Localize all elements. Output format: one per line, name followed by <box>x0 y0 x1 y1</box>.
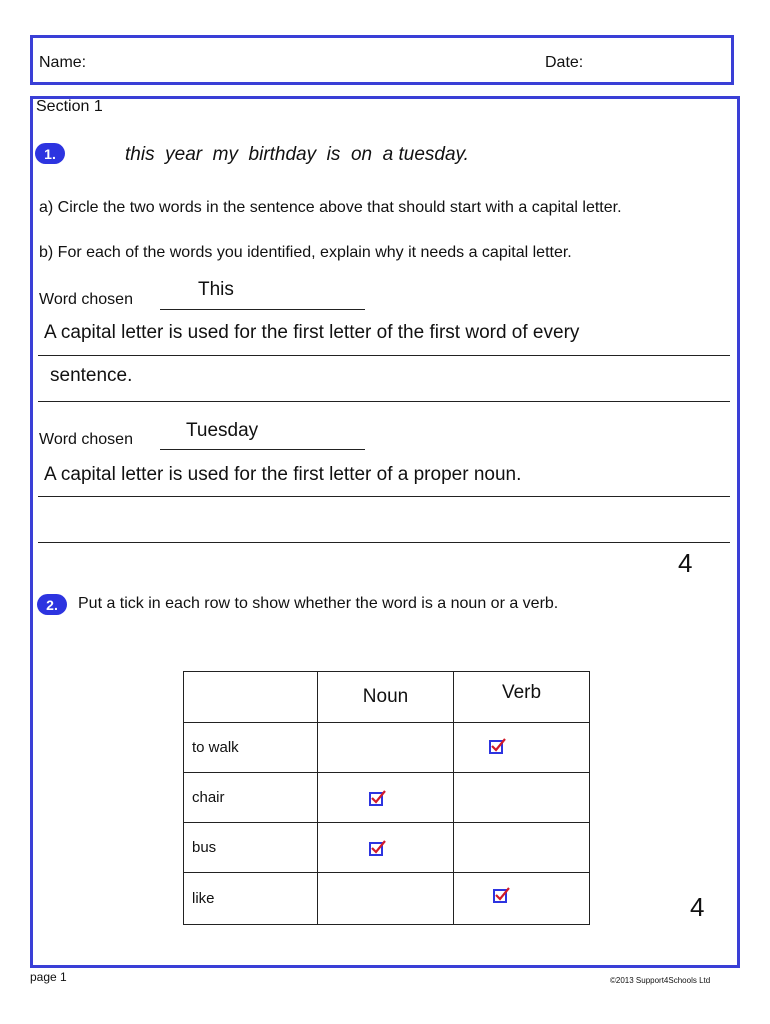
name-label: Name: <box>39 54 87 71</box>
question-2-instruction: Put a tick in each row to show whether the word is a noun or a verb. <box>78 595 559 612</box>
section-title: Section 1 <box>36 98 103 115</box>
answer-line <box>38 542 730 543</box>
row-word: bus <box>184 823 318 873</box>
noun-cell[interactable] <box>318 823 454 873</box>
word-chosen-line-2 <box>160 449 365 450</box>
word-chosen-line-1 <box>160 309 365 310</box>
verb-cell[interactable] <box>454 873 590 925</box>
answer-word-1: This <box>198 279 234 300</box>
table-row <box>184 873 590 925</box>
explanation-1-line-1: A capital letter is used for the first letter of the first word of every <box>44 322 580 343</box>
question-1-sentence: this year my birthday is on a tuesday. <box>125 144 469 165</box>
row-word: chair <box>184 773 318 823</box>
date-label: Date: <box>545 54 584 71</box>
checkbox-tick-icon <box>368 839 388 857</box>
noun-cell[interactable] <box>318 873 454 925</box>
table-row <box>184 773 590 823</box>
question-1-part-b: b) For each of the words you identified, explain why it needs a capital letter. <box>39 244 572 261</box>
table-header-verb: Verb <box>454 672 590 723</box>
noun-verb-table <box>183 671 590 925</box>
answer-word-2: Tuesday <box>186 420 259 441</box>
page-number: page 1 <box>30 970 67 984</box>
question-2-badge: 2. <box>37 594 67 615</box>
header-box <box>30 35 734 85</box>
table-header-word <box>184 672 318 723</box>
checkbox-tick-icon <box>368 789 388 807</box>
row-word: like <box>184 873 318 925</box>
table-header-row <box>184 672 590 723</box>
row-word: to walk <box>184 723 318 773</box>
question-1-badge: 1. <box>35 143 65 164</box>
question-1-score: 4 <box>678 548 693 578</box>
table-row <box>184 723 590 773</box>
table-header-noun: Noun <box>318 672 454 723</box>
verb-cell[interactable] <box>454 723 590 773</box>
copyright: ©2013 Support4Schools Ltd <box>610 976 711 985</box>
explanation-2-line-1: A capital letter is used for the first letter of a proper noun. <box>44 464 522 485</box>
question-1-part-a: a) Circle the two words in the sentence above that should start with a capital letter. <box>39 199 622 216</box>
noun-cell[interactable] <box>318 723 454 773</box>
verb-cell[interactable] <box>454 773 590 823</box>
word-chosen-label-1: Word chosen <box>39 291 133 308</box>
word-chosen-label-2: Word chosen <box>39 431 133 448</box>
table-row <box>184 823 590 873</box>
answer-line <box>38 401 730 402</box>
answer-line <box>38 355 730 356</box>
checkbox-tick-icon <box>492 886 512 904</box>
noun-cell[interactable] <box>318 773 454 823</box>
answer-line <box>38 496 730 497</box>
verb-cell[interactable] <box>454 823 590 873</box>
explanation-1-line-2: sentence. <box>50 365 133 386</box>
question-2-score: 4 <box>690 892 705 922</box>
checkbox-tick-icon <box>488 737 508 755</box>
